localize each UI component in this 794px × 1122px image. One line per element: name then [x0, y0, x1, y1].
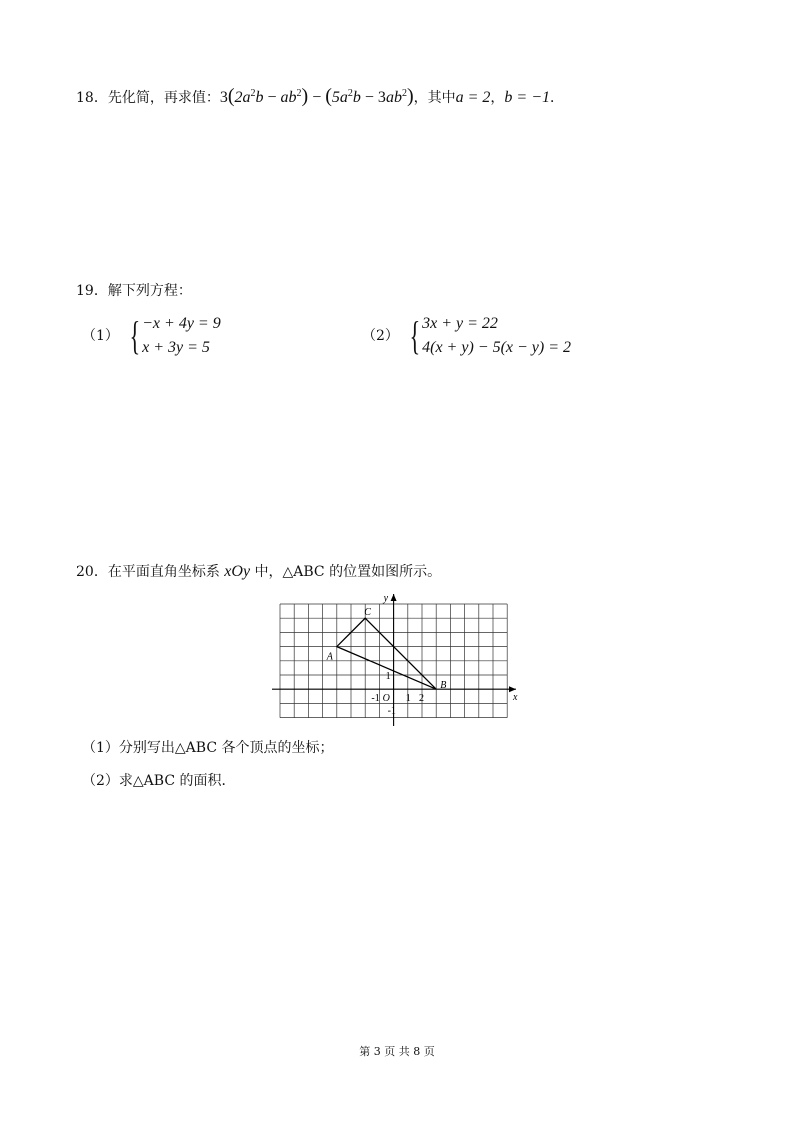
- b-value: b = −1: [504, 89, 550, 106]
- equation-line: −x + 4y = 9: [142, 315, 221, 332]
- equation-system-1: [82, 313, 221, 359]
- question-18: 18．先化简，再求值：$3(2a^2b - ab^2) - (5a^2b - 3ab^2)$，其中a = 2，b = −1．: [76, 85, 564, 107]
- equation-system-2: [362, 313, 571, 359]
- brace-icon: {: [409, 313, 421, 358]
- coordinate-figure: [270, 592, 526, 728]
- tick-label: 2: [419, 693, 424, 705]
- y-axis-label: y: [383, 593, 389, 604]
- sub-question-2: （2）求△ABC 的面积．: [82, 773, 236, 789]
- equation-line: 4(x + y) − 5(x − y) = 2: [422, 339, 572, 356]
- equation-line: x + 3y = 5: [142, 339, 210, 356]
- a-value: a = 2: [455, 89, 491, 106]
- system-name: xOy: [224, 563, 251, 580]
- y-axis-arrow-icon: [391, 594, 397, 601]
- vertex-label-a: A: [326, 651, 333, 663]
- question-19-title: 19．解下列方程：: [76, 283, 192, 299]
- part-label: （2）: [362, 328, 399, 344]
- brace-icon: {: [129, 313, 141, 358]
- tick-label: 1: [385, 671, 391, 682]
- origin-label: O: [382, 693, 390, 705]
- sub-question-1: （1）分别写出△ABC 各个顶点的坐标；: [82, 740, 334, 756]
- tick-label: -1: [387, 705, 396, 717]
- question-intro: 先化简，再求值：: [107, 90, 220, 106]
- question-number: 20．: [76, 564, 108, 580]
- page-footer: 第 3 页 共 8 页: [359, 1045, 435, 1058]
- equation-line: 3x + y = 22: [422, 315, 498, 332]
- part-label: （1）: [82, 328, 119, 344]
- vertex-label-c: C: [364, 607, 371, 619]
- tick-label: -1: [371, 693, 380, 705]
- tick-label: 1: [405, 693, 411, 705]
- expression: $3(2a^2b - ab^2) - (5a^2b - 3ab^2)$: [219, 85, 414, 107]
- x-axis-label: x: [513, 692, 518, 704]
- question-number: 18．: [76, 90, 108, 106]
- question-number: 19．: [76, 283, 108, 299]
- vertex-label-b: B: [440, 680, 447, 692]
- question-20: 20．在平面直角坐标系 xOy 中，△ABC 的位置如图所示。: [76, 563, 442, 580]
